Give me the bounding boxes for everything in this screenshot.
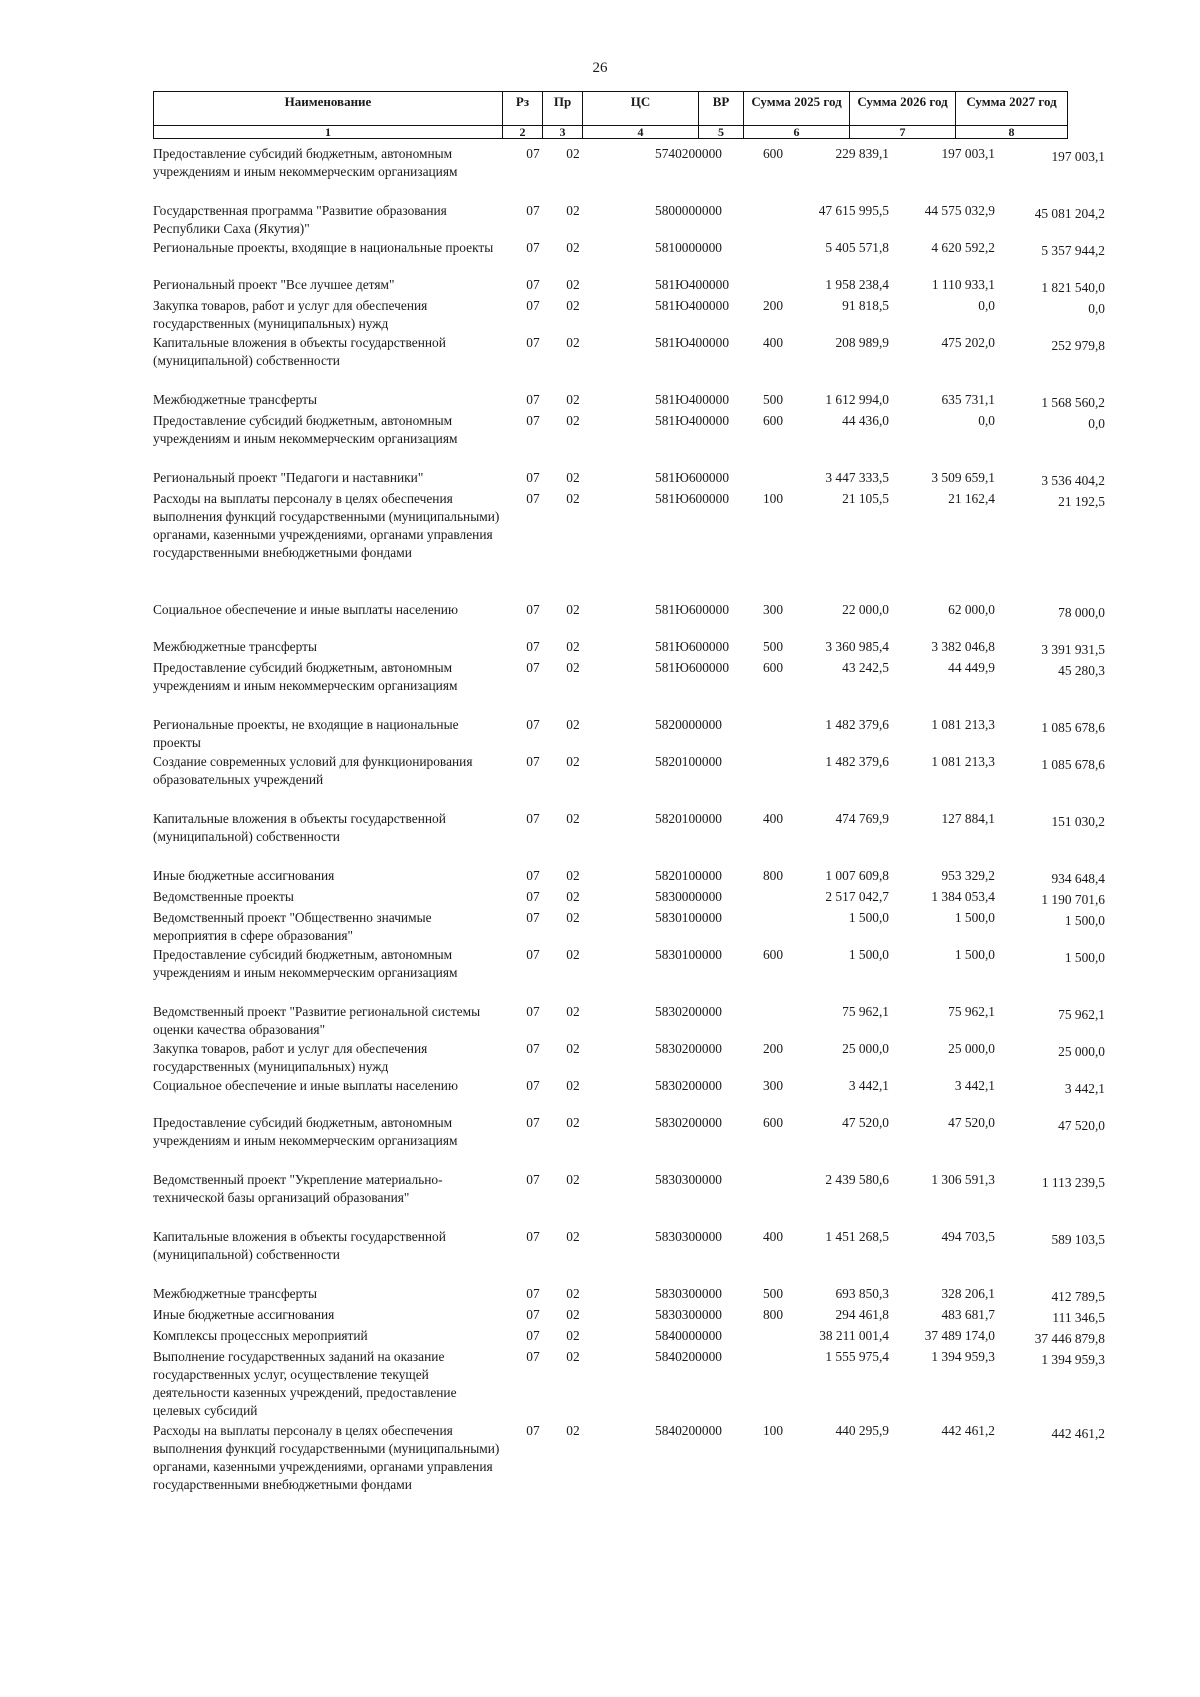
row-sum-2027: 25 000,0	[1058, 1044, 1105, 1059]
row-vr: 200	[762, 1041, 784, 1056]
row-pr: 02	[566, 335, 580, 350]
table-row	[153, 867, 1109, 888]
row-cs: 5820100000	[655, 811, 722, 826]
row-vr: 800	[762, 1307, 784, 1322]
row-pr: 02	[566, 811, 580, 826]
row-name: Государственная программа "Развитие образования Республики Саха (Якутия)"	[153, 203, 447, 236]
row-cs: 581Ю600000	[655, 470, 730, 485]
row-rz: 07	[526, 1423, 540, 1438]
row-sum-2027: 3 391 931,5	[1041, 642, 1105, 657]
row-pr: 02	[566, 1004, 580, 1019]
row-sum-2026: 3 382 046,8	[931, 639, 995, 654]
row-cs: 581Ю600000	[655, 602, 730, 617]
row-pr: 02	[566, 470, 580, 485]
row-sum-2026: 197 003,1	[941, 146, 995, 161]
row-name: Иные бюджетные ассигнования	[153, 868, 335, 883]
row-vr	[753, 1327, 793, 1348]
budget-table	[153, 145, 1109, 1522]
table-row	[153, 1171, 1109, 1228]
row-vr	[753, 469, 793, 490]
row-sum-2025: 1 500,0	[848, 910, 889, 925]
row-sum-2027: 0,0	[1088, 416, 1105, 431]
row-name: Региональный проект "Все лучшее детям"	[153, 277, 395, 292]
row-cs: 5840200000	[655, 1423, 722, 1438]
row-rz: 07	[526, 889, 540, 904]
row-cs: 5830200000	[655, 1041, 722, 1056]
row-sum-2026: 1 110 933,1	[931, 277, 995, 292]
column-number: 7	[850, 126, 956, 139]
row-name: Ведомственный проект "Развитие региональной системы оценки качества образования"	[153, 1004, 481, 1037]
row-sum-2026: 75 962,1	[948, 1004, 995, 1019]
row-rz: 07	[526, 470, 540, 485]
row-pr: 02	[566, 392, 580, 407]
row-sum-2026: 442 461,2	[941, 1423, 995, 1438]
row-sum-2027: 151 030,2	[1051, 814, 1105, 829]
table-row	[153, 469, 1109, 490]
row-sum-2026: 25 000,0	[948, 1041, 995, 1056]
row-cs: 5820100000	[655, 754, 722, 769]
row-vr	[753, 753, 793, 810]
row-vr: 800	[762, 868, 784, 883]
column-number: 4	[583, 126, 699, 139]
table-row	[153, 659, 1109, 716]
row-rz: 07	[526, 910, 540, 925]
column-number: 2	[503, 126, 543, 139]
row-cs: 581Ю400000	[655, 413, 730, 428]
row-name: Ведомственный проект "Укрепление материально-технической базы организаций образования"	[153, 1172, 443, 1205]
column-number: 6	[744, 126, 850, 139]
row-sum-2027: 75 962,1	[1058, 1007, 1105, 1022]
row-rz: 07	[526, 660, 540, 675]
row-sum-2026: 47 520,0	[948, 1115, 995, 1130]
row-sum-2027: 197 003,1	[1051, 149, 1105, 164]
row-rz: 07	[526, 1115, 540, 1130]
row-name: Закупка товаров, работ и услуг для обеспечения государственных (муниципальных) нужд	[153, 298, 428, 331]
table-header	[153, 91, 1068, 139]
table-row	[153, 490, 1109, 601]
row-sum-2026: 475 202,0	[941, 335, 995, 350]
row-name: Предоставление субсидий бюджетным, автономным учреждениям и иным некоммерческим организациям	[153, 660, 458, 693]
row-rz: 07	[526, 717, 540, 732]
row-pr: 02	[566, 754, 580, 769]
row-name: Ведомственные проекты	[153, 889, 294, 904]
row-rz: 07	[526, 602, 540, 617]
table-row	[153, 1422, 1109, 1522]
row-sum-2026: 0,0	[978, 413, 995, 428]
table-row	[153, 716, 1109, 753]
row-sum-2026: 953 329,2	[941, 868, 995, 883]
column-number: 1	[154, 126, 503, 139]
table-row	[153, 1114, 1109, 1171]
table-row	[153, 239, 1109, 276]
row-sum-2027: 412 789,5	[1051, 1289, 1105, 1304]
row-sum-2025: 3 360 985,4	[825, 639, 889, 654]
row-sum-2025: 1 555 975,4	[825, 1349, 889, 1364]
row-sum-2025: 5 405 571,8	[825, 240, 889, 255]
row-cs: 5840000000	[655, 1328, 722, 1343]
row-vr: 600	[762, 146, 784, 161]
row-vr: 100	[762, 1423, 784, 1438]
row-sum-2026: 328 206,1	[941, 1286, 995, 1301]
row-cs: 5830200000	[655, 1004, 722, 1019]
row-vr: 400	[762, 1229, 784, 1244]
row-sum-2025: 1 482 379,6	[825, 717, 889, 732]
table-row	[153, 1285, 1109, 1306]
header-sum-2026: Сумма 2026 год	[850, 92, 956, 126]
row-rz: 07	[526, 413, 540, 428]
table-row	[153, 888, 1109, 909]
row-sum-2027: 5 357 944,2	[1041, 243, 1105, 258]
row-sum-2026: 44 449,9	[948, 660, 995, 675]
row-sum-2025: 44 436,0	[842, 413, 889, 428]
row-pr: 02	[566, 491, 580, 506]
row-sum-2025: 440 295,9	[835, 1423, 889, 1438]
row-pr: 02	[566, 1328, 580, 1343]
row-sum-2027: 1 500,0	[1064, 950, 1105, 965]
row-pr: 02	[566, 413, 580, 428]
row-rz: 07	[526, 754, 540, 769]
header-sum-2027: Сумма 2027 год	[956, 92, 1068, 126]
row-rz: 07	[526, 1349, 540, 1364]
row-pr: 02	[566, 146, 580, 161]
table-row	[153, 297, 1109, 334]
table-row	[153, 334, 1109, 391]
row-pr: 02	[566, 1229, 580, 1244]
row-pr: 02	[566, 639, 580, 654]
row-sum-2027: 442 461,2	[1051, 1426, 1105, 1441]
row-sum-2027: 1 821 540,0	[1041, 280, 1105, 295]
row-cs: 5830300000	[655, 1229, 722, 1244]
row-sum-2027: 45 280,3	[1058, 663, 1105, 678]
table-row	[153, 810, 1109, 867]
row-sum-2026: 127 884,1	[941, 811, 995, 826]
row-vr: 400	[762, 335, 784, 350]
table-row	[153, 202, 1109, 239]
table-row	[153, 1327, 1109, 1348]
row-vr	[753, 1003, 793, 1040]
row-name: Предоставление субсидий бюджетным, автономным учреждениям и иным некоммерческим организациям	[153, 413, 458, 446]
row-cs: 5820000000	[655, 717, 722, 732]
row-pr: 02	[566, 240, 580, 255]
row-cs: 5800000000	[655, 203, 722, 218]
row-sum-2025: 38 211 001,4	[819, 1328, 889, 1343]
row-sum-2025: 43 242,5	[842, 660, 889, 675]
header-sum-2025: Сумма 2025 год	[744, 92, 850, 126]
row-name: Региональные проекты, входящие в национальные проекты	[153, 240, 494, 255]
row-pr: 02	[566, 1423, 580, 1438]
row-sum-2026: 494 703,5	[941, 1229, 995, 1244]
row-vr: 400	[762, 811, 784, 826]
row-vr	[753, 888, 793, 909]
row-pr: 02	[566, 717, 580, 732]
table-row	[153, 638, 1109, 659]
row-sum-2027: 1 568 560,2	[1041, 395, 1105, 410]
header-name: Наименование	[154, 92, 503, 126]
row-sum-2027: 252 979,8	[1051, 338, 1105, 353]
row-sum-2026: 62 000,0	[948, 602, 995, 617]
row-rz: 07	[526, 868, 540, 883]
row-cs: 581Ю400000	[655, 392, 730, 407]
row-sum-2025: 208 989,9	[835, 335, 889, 350]
row-sum-2027: 1 085 678,6	[1041, 757, 1105, 772]
row-sum-2026: 1 394 959,3	[931, 1349, 995, 1364]
row-sum-2027: 47 520,0	[1058, 1118, 1105, 1133]
row-sum-2026: 37 489 174,0	[924, 1328, 995, 1343]
header-vr: ВР	[699, 92, 744, 126]
row-sum-2026: 1 081 213,3	[931, 717, 995, 732]
row-rz: 07	[526, 639, 540, 654]
table-row	[153, 1040, 1109, 1077]
row-sum-2026: 483 681,7	[941, 1307, 995, 1322]
table-row	[153, 145, 1109, 202]
row-name: Социальное обеспечение и иные выплаты населению	[153, 602, 458, 617]
table-row	[153, 1077, 1109, 1114]
table-row	[153, 1228, 1109, 1285]
row-name: Региональные проекты, не входящие в национальные проекты	[153, 717, 459, 750]
row-sum-2026: 635 731,1	[941, 392, 995, 407]
row-sum-2026: 0,0	[978, 298, 995, 313]
row-pr: 02	[566, 203, 580, 218]
table-row	[153, 1306, 1109, 1327]
row-name: Расходы на выплаты персоналу в целях обеспечения выполнения функций государственными (муниципальными) органами, казенными учреждениями, органами управления государственными внебюджетными фондами	[153, 491, 500, 560]
row-vr: 600	[762, 1115, 784, 1130]
row-vr	[753, 1171, 793, 1228]
row-cs: 5830200000	[655, 1078, 722, 1093]
row-vr: 300	[762, 602, 784, 617]
row-cs: 5840200000	[655, 1349, 722, 1364]
row-name: Создание современных условий для функционирования образовательных учреждений	[153, 754, 473, 787]
row-cs: 581Ю400000	[655, 277, 730, 292]
row-cs: 5830000000	[655, 889, 722, 904]
row-name: Закупка товаров, работ и услуг для обеспечения государственных (муниципальных) нужд	[153, 1041, 428, 1074]
row-name: Предоставление субсидий бюджетным, автономным учреждениям и иным некоммерческим организациям	[153, 1115, 458, 1148]
row-sum-2025: 75 962,1	[842, 1004, 889, 1019]
table-row	[153, 412, 1109, 469]
table-row	[153, 1003, 1109, 1040]
row-pr: 02	[566, 947, 580, 962]
row-sum-2026: 1 384 053,4	[931, 889, 995, 904]
column-number: 8	[956, 126, 1068, 139]
row-vr: 500	[762, 1286, 784, 1301]
row-cs: 5810000000	[655, 240, 722, 255]
row-rz: 07	[526, 1286, 540, 1301]
row-sum-2026: 1 500,0	[954, 910, 995, 925]
row-sum-2026: 4 620 592,2	[931, 240, 995, 255]
row-sum-2025: 1 500,0	[848, 947, 889, 962]
row-sum-2025: 2 517 042,7	[825, 889, 889, 904]
row-pr: 02	[566, 660, 580, 675]
row-sum-2025: 3 447 333,5	[825, 470, 889, 485]
row-vr: 300	[762, 1078, 784, 1093]
row-name: Капитальные вложения в объекты государственной (муниципальной) собственности	[153, 811, 446, 844]
row-rz: 07	[526, 1328, 540, 1343]
row-rz: 07	[526, 1078, 540, 1093]
row-rz: 07	[526, 1004, 540, 1019]
row-rz: 07	[526, 240, 540, 255]
row-sum-2027: 78 000,0	[1058, 605, 1105, 620]
row-pr: 02	[566, 277, 580, 292]
row-pr: 02	[566, 910, 580, 925]
row-cs: 5830300000	[655, 1286, 722, 1301]
table-row	[153, 391, 1109, 412]
row-name: Иные бюджетные ассигнования	[153, 1307, 335, 1322]
row-sum-2026: 1 306 591,3	[931, 1172, 995, 1187]
row-vr	[753, 276, 793, 297]
row-rz: 07	[526, 277, 540, 292]
page-number: 26	[592, 60, 608, 76]
column-number: 3	[543, 126, 583, 139]
row-sum-2027: 1 394 959,3	[1041, 1352, 1105, 1367]
row-pr: 02	[566, 1041, 580, 1056]
header-pr: Пр	[543, 92, 583, 126]
row-pr: 02	[566, 1078, 580, 1093]
row-name: Межбюджетные трансферты	[153, 639, 317, 654]
row-vr: 600	[762, 947, 784, 962]
row-cs: 5820100000	[655, 868, 722, 883]
row-name: Капитальные вложения в объекты государственной (муниципальной) собственности	[153, 335, 446, 368]
row-sum-2027: 0,0	[1088, 301, 1105, 316]
header-cs: ЦС	[583, 92, 699, 126]
row-cs: 5830300000	[655, 1172, 722, 1187]
row-sum-2025: 474 769,9	[835, 811, 889, 826]
row-pr: 02	[566, 1349, 580, 1364]
row-vr: 600	[762, 660, 784, 675]
row-sum-2027: 3 442,1	[1064, 1081, 1105, 1096]
row-cs: 581Ю600000	[655, 639, 730, 654]
row-sum-2025: 22 000,0	[842, 602, 889, 617]
row-sum-2027: 111 346,5	[1052, 1310, 1105, 1325]
row-sum-2026: 3 442,1	[954, 1078, 995, 1093]
row-pr: 02	[566, 889, 580, 904]
row-sum-2025: 1 451 268,5	[825, 1229, 889, 1244]
row-rz: 07	[526, 1229, 540, 1244]
row-sum-2025: 3 442,1	[848, 1078, 889, 1093]
row-sum-2027: 1 085 678,6	[1041, 720, 1105, 735]
row-rz: 07	[526, 298, 540, 313]
row-name: Региональный проект "Педагоги и наставники"	[153, 470, 424, 485]
row-vr: 500	[762, 392, 784, 407]
row-sum-2025: 294 461,8	[835, 1307, 889, 1322]
row-vr	[753, 909, 793, 946]
row-vr	[753, 239, 793, 276]
row-sum-2025: 1 612 994,0	[825, 392, 889, 407]
row-pr: 02	[566, 1286, 580, 1301]
row-pr: 02	[566, 868, 580, 883]
row-vr	[753, 1348, 793, 1422]
row-sum-2025: 1 958 238,4	[825, 277, 889, 292]
row-rz: 07	[526, 1172, 540, 1187]
row-rz: 07	[526, 146, 540, 161]
header-rz: Рз	[503, 92, 543, 126]
row-sum-2027: 21 192,5	[1058, 494, 1105, 509]
row-sum-2026: 1 500,0	[954, 947, 995, 962]
column-number: 5	[699, 126, 744, 139]
table-row	[153, 946, 1109, 1003]
row-sum-2027: 589 103,5	[1051, 1232, 1105, 1247]
row-name: Предоставление субсидий бюджетным, автономным учреждениям и иным некоммерческим организациям	[153, 947, 458, 980]
row-cs: 5830300000	[655, 1307, 722, 1322]
row-name: Социальное обеспечение и иные выплаты населению	[153, 1078, 458, 1093]
row-sum-2026: 1 081 213,3	[931, 754, 995, 769]
row-sum-2025: 25 000,0	[842, 1041, 889, 1056]
row-sum-2027: 1 500,0	[1064, 913, 1105, 928]
row-sum-2025: 1 482 379,6	[825, 754, 889, 769]
row-pr: 02	[566, 1115, 580, 1130]
row-sum-2027: 37 446 879,8	[1034, 1331, 1105, 1346]
row-pr: 02	[566, 298, 580, 313]
row-cs: 581Ю400000	[655, 335, 730, 350]
row-pr: 02	[566, 1307, 580, 1322]
row-rz: 07	[526, 491, 540, 506]
row-name: Комплексы процессных мероприятий	[153, 1328, 368, 1343]
row-cs: 581Ю400000	[655, 298, 730, 313]
row-sum-2025: 47 520,0	[842, 1115, 889, 1130]
row-rz: 07	[526, 392, 540, 407]
row-sum-2027: 1 190 701,6	[1041, 892, 1105, 907]
table-row	[153, 276, 1109, 297]
row-cs: 5830200000	[655, 1115, 722, 1130]
row-name: Капитальные вложения в объекты государственной (муниципальной) собственности	[153, 1229, 446, 1262]
row-sum-2027: 1 113 239,5	[1041, 1175, 1105, 1190]
row-sum-2026: 21 162,4	[948, 491, 995, 506]
row-sum-2027: 45 081 204,2	[1034, 206, 1105, 221]
row-name: Предоставление субсидий бюджетным, автономным учреждениям и иным некоммерческим организациям	[153, 146, 458, 179]
row-sum-2025: 91 818,5	[842, 298, 889, 313]
row-rz: 07	[526, 1041, 540, 1056]
row-rz: 07	[526, 947, 540, 962]
row-rz: 07	[526, 203, 540, 218]
row-rz: 07	[526, 811, 540, 826]
row-sum-2026: 3 509 659,1	[931, 470, 995, 485]
row-vr: 600	[762, 413, 784, 428]
row-rz: 07	[526, 1307, 540, 1322]
row-rz: 07	[526, 335, 540, 350]
row-sum-2025: 229 839,1	[835, 146, 889, 161]
row-sum-2027: 3 536 404,2	[1041, 473, 1105, 488]
table-row	[153, 1348, 1109, 1422]
row-vr	[753, 716, 793, 753]
row-cs: 5830100000	[655, 947, 722, 962]
row-cs: 5740200000	[655, 146, 722, 161]
row-name: Выполнение государственных заданий на оказание государственных услуг, осуществление текущей деятельности казенных учреждений, предоставление целевых субсидий	[153, 1349, 457, 1418]
row-pr: 02	[566, 1172, 580, 1187]
row-cs: 581Ю600000	[655, 491, 730, 506]
row-pr: 02	[566, 602, 580, 617]
table-row	[153, 601, 1109, 638]
row-sum-2025: 21 105,5	[842, 491, 889, 506]
row-cs: 5830100000	[655, 910, 722, 925]
row-name: Межбюджетные трансферты	[153, 392, 317, 407]
row-cs: 581Ю600000	[655, 660, 730, 675]
row-sum-2025: 47 615 995,5	[818, 203, 889, 218]
row-sum-2025: 2 439 580,6	[825, 1172, 889, 1187]
row-sum-2025: 1 007 609,8	[825, 868, 889, 883]
row-name: Ведомственный проект "Общественно значимые мероприятия в сфере образования"	[153, 910, 432, 943]
row-sum-2026: 44 575 032,9	[924, 203, 995, 218]
table-row	[153, 909, 1109, 946]
row-name: Межбюджетные трансферты	[153, 1286, 317, 1301]
table-body	[153, 145, 1109, 1522]
row-vr: 100	[762, 491, 784, 506]
table-row	[153, 753, 1109, 810]
row-vr: 200	[762, 298, 784, 313]
row-sum-2025: 693 850,3	[835, 1286, 889, 1301]
row-vr: 500	[762, 639, 784, 654]
row-name: Расходы на выплаты персоналу в целях обеспечения выполнения функций государственными (муниципальными) органами, казенными учреждениями, органами управления государственными внебюджетными фондами	[153, 1423, 500, 1492]
row-sum-2027: 934 648,4	[1051, 871, 1105, 886]
row-vr	[753, 202, 793, 239]
